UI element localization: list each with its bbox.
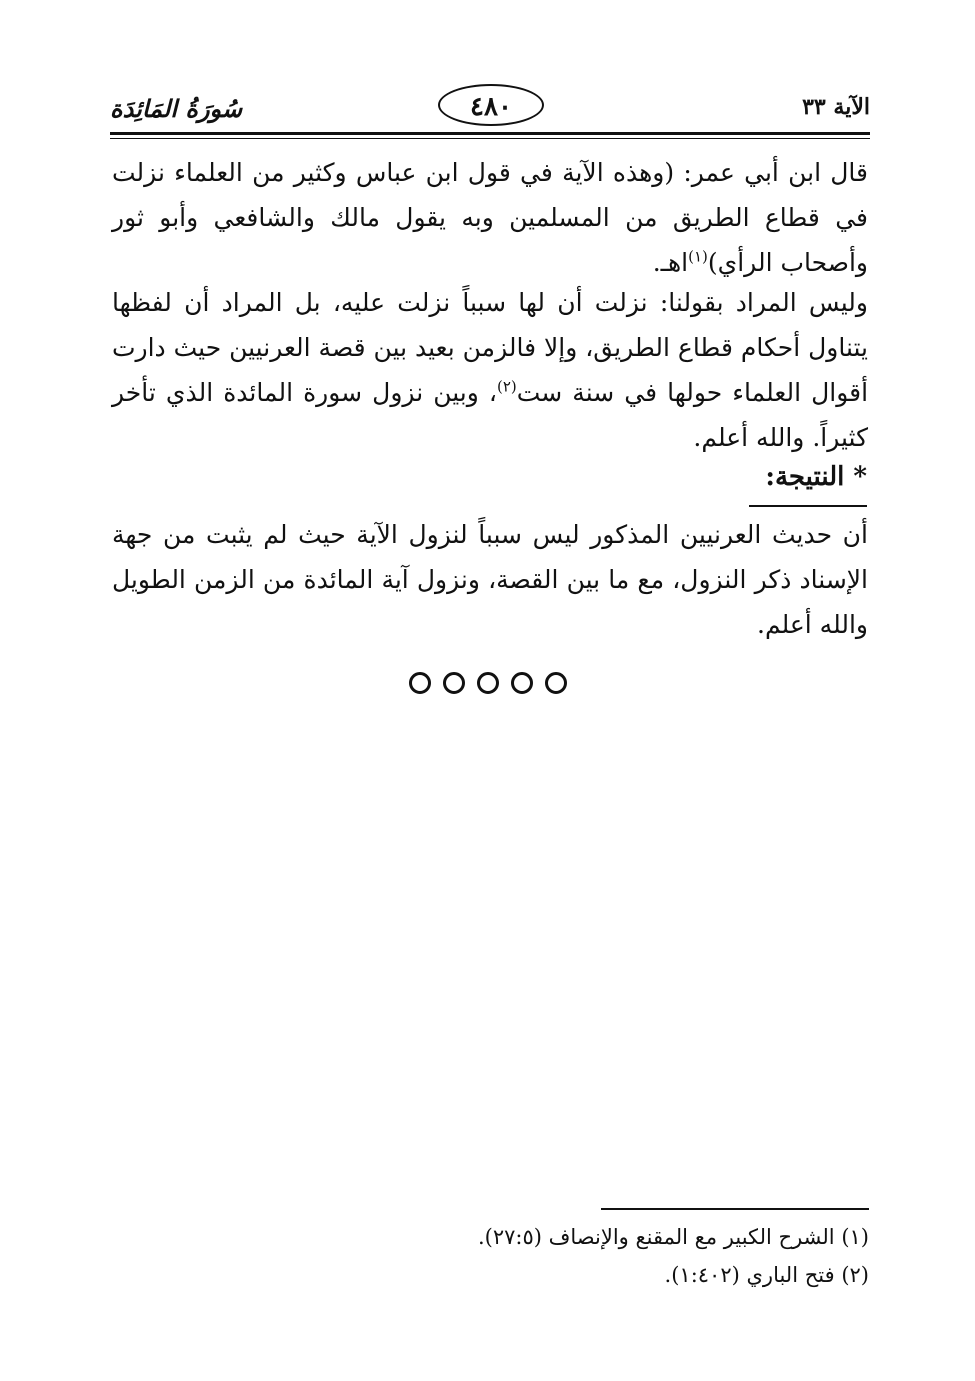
ring-icon (443, 672, 465, 694)
verse-label: الآية ٣٣ (802, 94, 870, 120)
paragraph-2-text-b: ، وبين نزول سورة المائدة الذي تأخر كثيراً. والله أعلم. (112, 378, 868, 452)
ring-icon (477, 672, 499, 694)
section-ornament (0, 672, 975, 698)
ring-icon (545, 672, 567, 694)
footnote-ref-1: (١) (688, 247, 708, 266)
paragraph-1-end: اهـ. (652, 248, 689, 277)
paragraph-1-text: قال ابن أبي عمر: (وهذه الآية في قول ابن عباس وكثير من العلماء نزلت في قطاع الطريق من المسلمين وبه يقول مالك والشافعي وأبو ثور وأصحاب الرأي) (112, 158, 868, 277)
footnote-ref-2: (٢) (496, 377, 517, 396)
heading-underline (749, 505, 867, 507)
paragraph-1 (112, 150, 868, 285)
ring-icon (511, 672, 533, 694)
footnote-rule (601, 1208, 869, 1210)
surah-title: سُورَةُ المَائِدَة (110, 94, 243, 123)
paragraph-2-text-a: وليس المراد بقولنا: نزلت أن لها سبباً نزلت عليه، بل المراد أن لفظها يتناول أحكام قطاع الطريق، وإلا فالزمن بعيد بين قصة العرنيين حيث دارت أقوال العلماء حولها في سنة ست (111, 288, 869, 407)
paragraph-2 (112, 280, 868, 460)
header-rule-thin (110, 138, 870, 139)
header-rule (110, 132, 870, 135)
page-number: ٤٨٠ (438, 84, 544, 126)
footnotes (169, 1218, 869, 1294)
section-heading: * النتيجة: (765, 462, 867, 492)
page-header (110, 84, 870, 134)
ring-icon (409, 672, 431, 694)
paragraph-3: أن حديث العرنيين المذكور ليس سبباً لنزول الآية حيث لم يثبت من جهة الإسناد ذكر النزول، مع ما بين القصة، ونزول آية المائدة من الزمن الطويل والله أعلم. (112, 520, 868, 639)
footnote-1: (١) الشرح الكبير مع المقنع والإنصاف (٢٧:٥). (477, 1225, 869, 1249)
footnote-2: (٢) فتح الباري (١:٤٠٢). (664, 1263, 869, 1287)
